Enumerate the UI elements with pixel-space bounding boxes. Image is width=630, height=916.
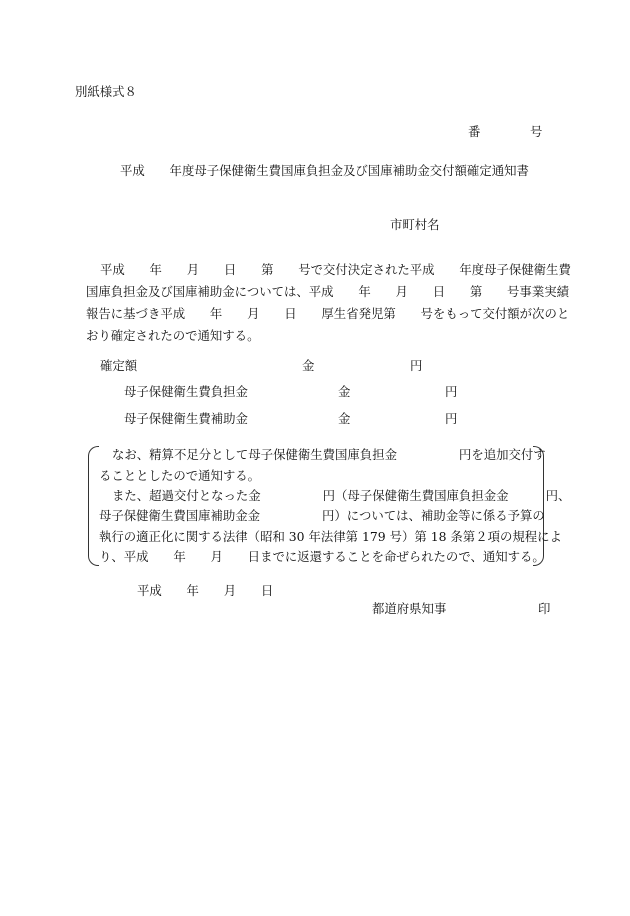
subsidy-label: 母子保健衛生費補助金 (124, 411, 248, 426)
note-bracket (88, 446, 571, 564)
seal-mark: 印 (538, 601, 551, 616)
municipality-label: 市町村名 (390, 217, 440, 232)
burden-kin: 金 (338, 384, 351, 399)
right-bracket (533, 446, 544, 566)
document-title: 平成 年度母子保健衛生費国庫負担金及び国庫補助金交付額確定通知書 (120, 163, 529, 178)
issue-date: 平成 年 月 日 (137, 583, 274, 598)
total-kin: 金 (302, 358, 315, 373)
governor-label: 都道府県知事 (372, 601, 447, 616)
subsidy-kin: 金 (338, 411, 351, 426)
burden-label: 母子保健衛生費負担金 (124, 384, 248, 399)
subsidy-yen: 円 (445, 411, 458, 426)
form-id: 別紙様式８ (75, 84, 137, 99)
burden-yen: 円 (445, 384, 458, 399)
total-yen: 円 (410, 358, 423, 373)
body-line: 平成 年 月 日 第 号で交付決定された平成 年度母子保健衛生費 (100, 262, 571, 277)
note-line: 母子保健衛生費国庫補助金金 円）については、補助金等に係る予算の (99, 508, 545, 523)
document-number-label: 番 号 (468, 124, 543, 139)
total-amount-label: 確定額 (100, 358, 138, 373)
note-line: り、平成 年 月 日までに返還することを命ぜられたので、通知する。 (99, 549, 545, 564)
body-line: おり確定されたので通知する。 (86, 328, 260, 343)
left-bracket (88, 446, 99, 566)
note-line: ることとしたので通知する。 (99, 468, 261, 483)
body-line: 報告に基づき平成 年 月 日 厚生省発児第 号をもって交付額が次のと (86, 306, 570, 321)
body-line: 国庫負担金及び国庫補助金については、平成 年 月 日 第 号事業実績 (86, 284, 569, 299)
note-line: なお、精算不足分として母子保健衛生費国庫負担金 円を追加交付す (112, 447, 546, 462)
note-line: 執行の適正化に関する法律（昭和 30 年法律第 179 号）第 18 条第２項の規程によ (99, 529, 562, 544)
note-line: また、超過交付となった金 円（母子保健衛生費国庫負担金金 円、 (112, 488, 571, 503)
